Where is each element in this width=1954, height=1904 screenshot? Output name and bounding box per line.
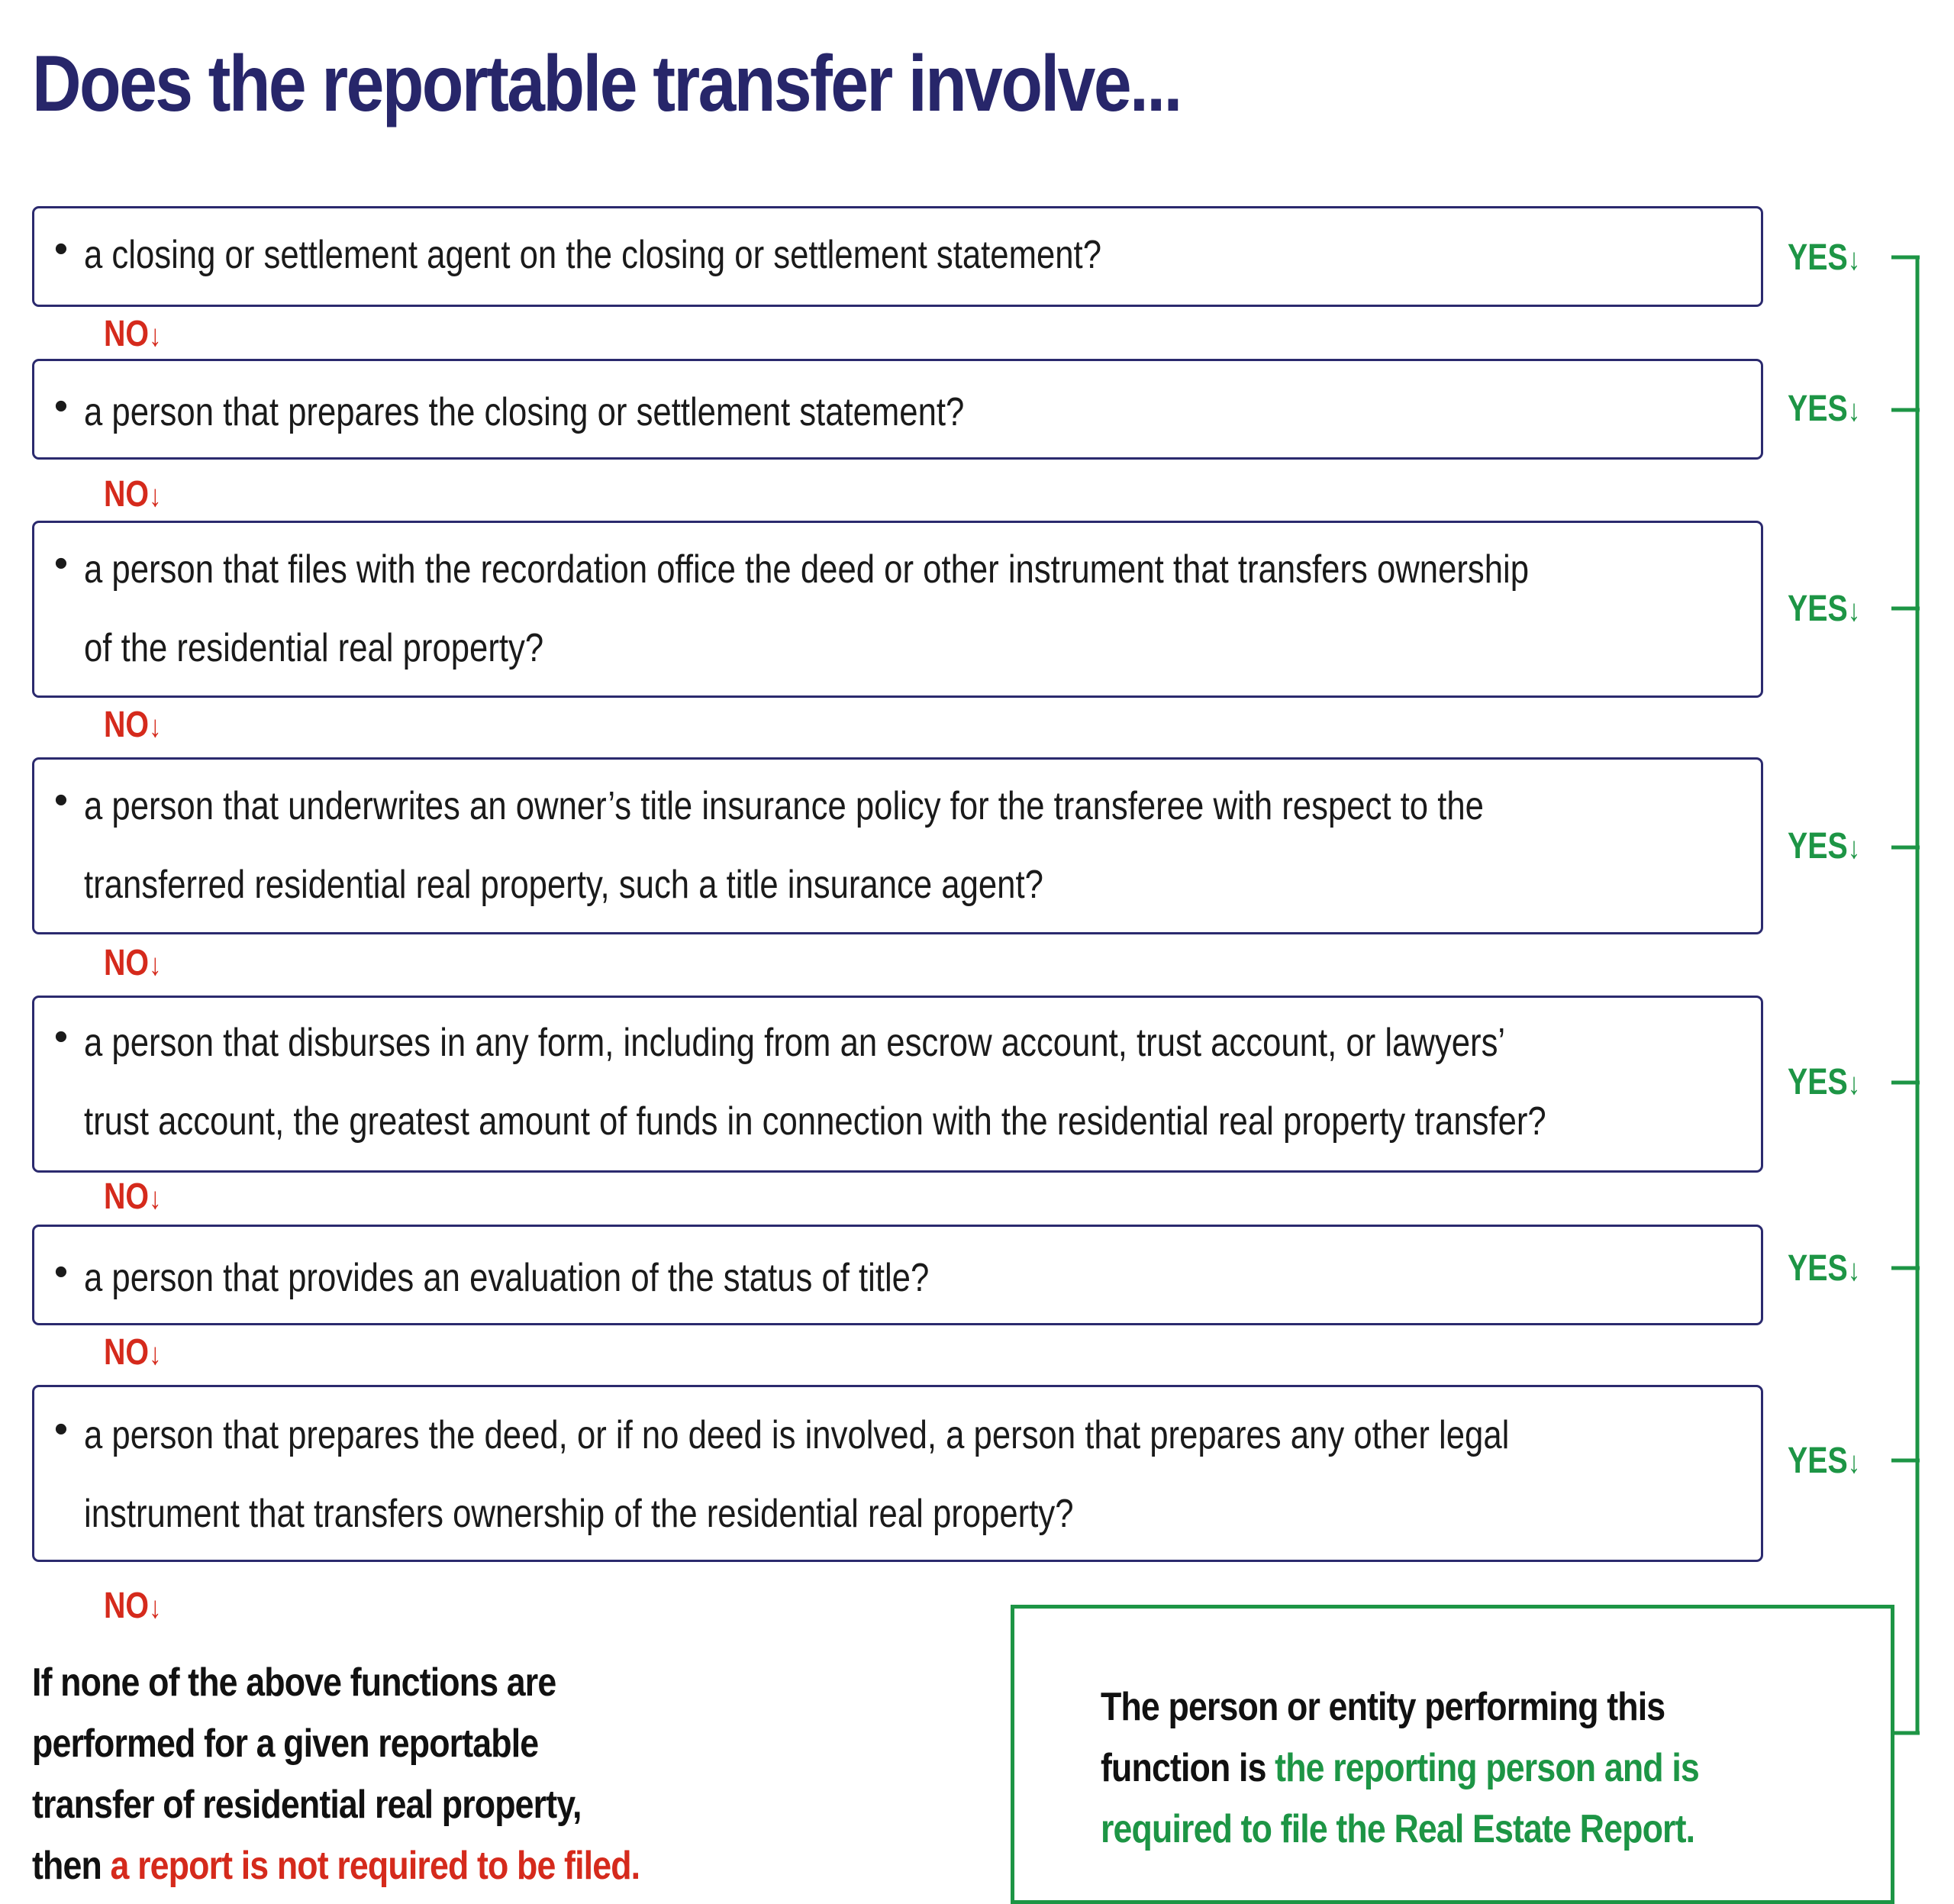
arrow-down-icon: ↓	[149, 319, 162, 353]
result-line-3: required to file the Real Estate Report.	[1101, 1807, 1695, 1851]
bullet: •	[53, 1407, 69, 1451]
yes-text: YES	[1788, 1248, 1848, 1289]
arrow-down-icon: ↓	[149, 1338, 162, 1371]
not-required-highlight: a report is not required to be filed.	[110, 1844, 640, 1888]
question-3-line-1: a person that files with the recordation office the deed or other instrument that transfers ownership	[84, 547, 1530, 592]
not-required-line-1: If none of the above functions are	[32, 1660, 556, 1705]
yes-text: YES	[1788, 1062, 1848, 1102]
question-7-line-1: a person that prepares the deed, or if no deed is involved, a person that prepares any other legal	[84, 1413, 1510, 1457]
not-required-line-3: transfer of residential real property,	[32, 1783, 582, 1827]
no-text: NO	[104, 314, 150, 354]
bullet: •	[53, 1015, 69, 1059]
not-required-statement	[32, 1652, 640, 1896]
result-prefix: function is	[1101, 1746, 1275, 1790]
page-title: Does the reportable transfer involve...	[32, 40, 1181, 128]
no-text: NO	[104, 705, 150, 745]
question-5-line-2: trust account, the greatest amount of funds in connection with the residential real property transfer?	[84, 1099, 1546, 1144]
arrow-down-icon: ↓	[149, 1591, 162, 1625]
arrow-down-icon: ↓	[149, 1182, 162, 1215]
question-5-line-1: a person that disburses in any form, including from an escrow account, trust account, or lawyers’	[84, 1021, 1506, 1065]
arrow-down-icon: ↓	[1847, 1254, 1861, 1287]
question-4-line-2: transferred residential real property, such a title insurance agent?	[84, 863, 1043, 907]
yes-text: YES	[1788, 389, 1848, 429]
arrow-down-icon: ↓	[1847, 1067, 1861, 1101]
yes-text: YES	[1788, 589, 1848, 629]
question-3-line-2: of the residential real property?	[84, 626, 544, 670]
arrow-down-icon: ↓	[1847, 831, 1861, 865]
arrow-down-icon: ↓	[149, 948, 162, 982]
no-text: NO	[104, 1586, 150, 1626]
arrow-down-icon: ↓	[149, 710, 162, 744]
yes-text: YES	[1788, 1441, 1848, 1481]
question-6-line-1: a person that provides an evaluation of the status of title?	[84, 1256, 930, 1300]
result-line-2	[1101, 1738, 1699, 1799]
result-line-1: The person or entity performing this	[1101, 1685, 1665, 1729]
question-2-line-1: a person that prepares the closing or settlement statement?	[84, 390, 965, 434]
reporting-person-statement	[1101, 1676, 1699, 1860]
bullet: •	[53, 778, 69, 822]
arrow-down-icon: ↓	[1847, 594, 1861, 628]
question-1-line-1: a closing or settlement agent on the closing or settlement statement?	[84, 233, 1101, 277]
yes-text: YES	[1788, 237, 1848, 278]
no-text: NO	[104, 1332, 150, 1373]
not-required-prefix: then	[32, 1844, 111, 1888]
arrow-down-icon: ↓	[149, 479, 162, 513]
arrow-down-icon: ↓	[1847, 1446, 1861, 1480]
bullet: •	[53, 1250, 69, 1294]
arrow-down-icon: ↓	[1847, 243, 1861, 276]
question-7-line-2: instrument that transfers ownership of the residential real property?	[84, 1492, 1074, 1536]
no-text: NO	[104, 943, 150, 983]
question-4-line-1: a person that underwrites an owner’s title insurance policy for the transferee with respect to the	[84, 784, 1484, 828]
no-text: NO	[104, 474, 150, 515]
bullet: •	[53, 384, 69, 428]
not-required-line-2: performed for a given reportable	[32, 1722, 539, 1766]
bullet: •	[53, 541, 69, 586]
not-required-line-4	[32, 1835, 640, 1896]
arrow-down-icon: ↓	[1847, 394, 1861, 428]
yes-text: YES	[1788, 826, 1848, 866]
no-text: NO	[104, 1176, 150, 1217]
result-highlight-1: the reporting person and is	[1275, 1746, 1699, 1790]
bullet: •	[53, 227, 69, 271]
